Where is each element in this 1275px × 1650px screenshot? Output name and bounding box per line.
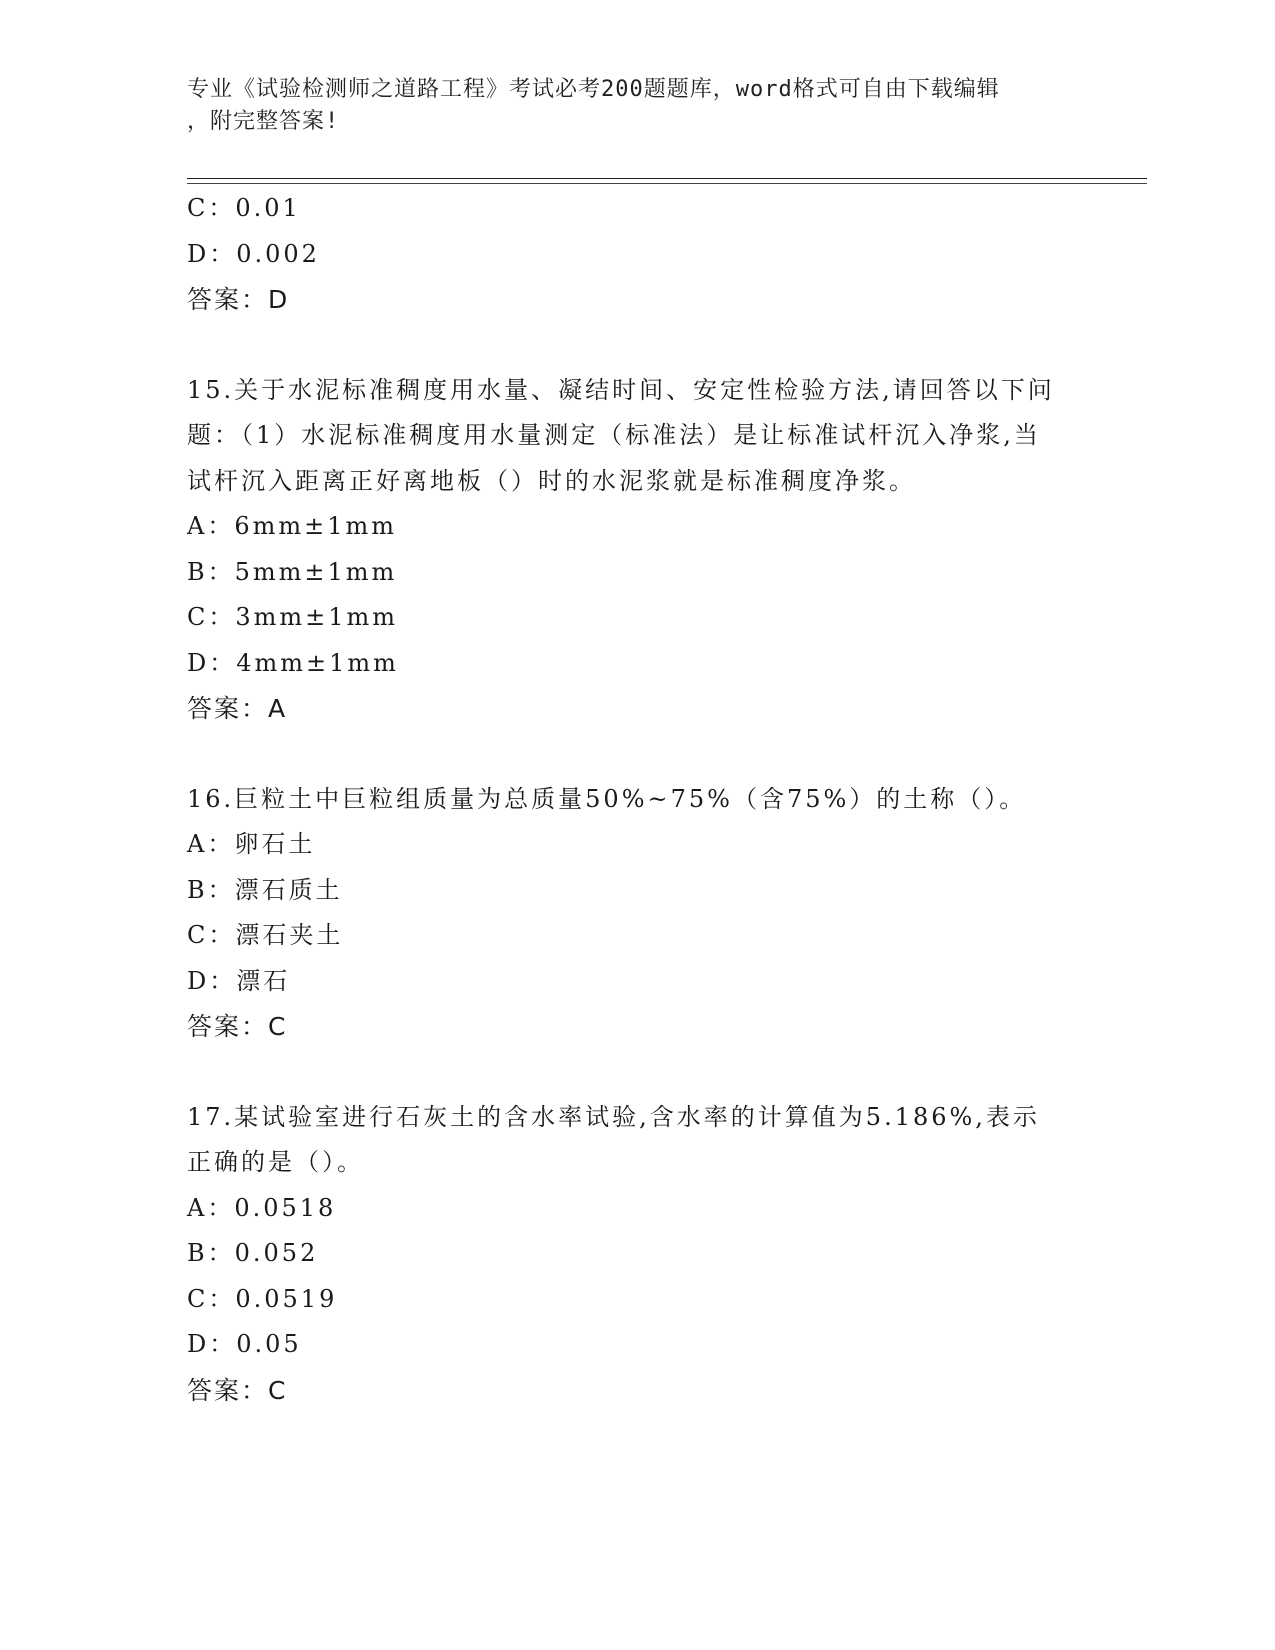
spacer [187, 323, 1087, 368]
question-text: 17.某试验室进行石灰土的含水率试验,含水率的计算值为5.186%,表示正确的是（）。 [187, 1102, 1040, 1176]
question-16 [187, 777, 1087, 1050]
option-c: C：0.0519 [187, 1284, 338, 1313]
option-c: C：3mm±1mm [187, 603, 399, 631]
option-b: B：5mm±1mm [187, 557, 398, 586]
question-list [187, 186, 1087, 1413]
option-d: D：0.002 [187, 239, 320, 268]
question-text: 16.巨粒土中巨粒组质量为总质量50%~75%（含75%）的土称（）。 [187, 784, 1027, 813]
option-b: B：0.052 [187, 1239, 319, 1267]
option-b: B：漂石质土 [187, 875, 343, 904]
option-a: A：卵石土 [187, 830, 316, 858]
header-divider [187, 178, 1147, 179]
question-text: 15.关于水泥标准稠度用水量、凝结时间、安定性检验方法,请回答以下问题：（1）水泥标准稠度用水量测定（标准法）是让标准试杆沉入净浆,当试杆沉入距离正好离地板（）时的水泥浆就是标准稠度净浆。 [187, 375, 1055, 495]
spacer [187, 732, 1087, 777]
document-title-line-1: 专业《试验检测师之道路工程》考试必考200题题库，word格式可自由下载编辑 [187, 77, 1000, 102]
answer-label: 答案：C [187, 1375, 288, 1405]
option-c: C：漂石夹土 [187, 921, 344, 949]
header-divider-thin [187, 183, 1147, 184]
option-d: D：4mm±1mm [187, 648, 399, 677]
spacer [187, 1050, 1087, 1095]
document-title [187, 74, 1087, 138]
option-a: A：6mm±1mm [187, 512, 398, 540]
question-15 [187, 368, 1087, 732]
option-a: A：0.0518 [187, 1193, 337, 1222]
answer-label: 答案：A [187, 694, 288, 723]
question-17 [187, 1095, 1087, 1414]
option-d: D：0.05 [187, 1330, 302, 1358]
answer-label: 答案：D [187, 285, 290, 314]
answer-label: 答案：C [187, 1012, 288, 1041]
option-c: C：0.01 [187, 194, 301, 222]
document-title-line-2: ，附完整答案! [187, 109, 340, 134]
question-14 [187, 186, 1087, 323]
option-d: D：漂石 [187, 966, 291, 995]
